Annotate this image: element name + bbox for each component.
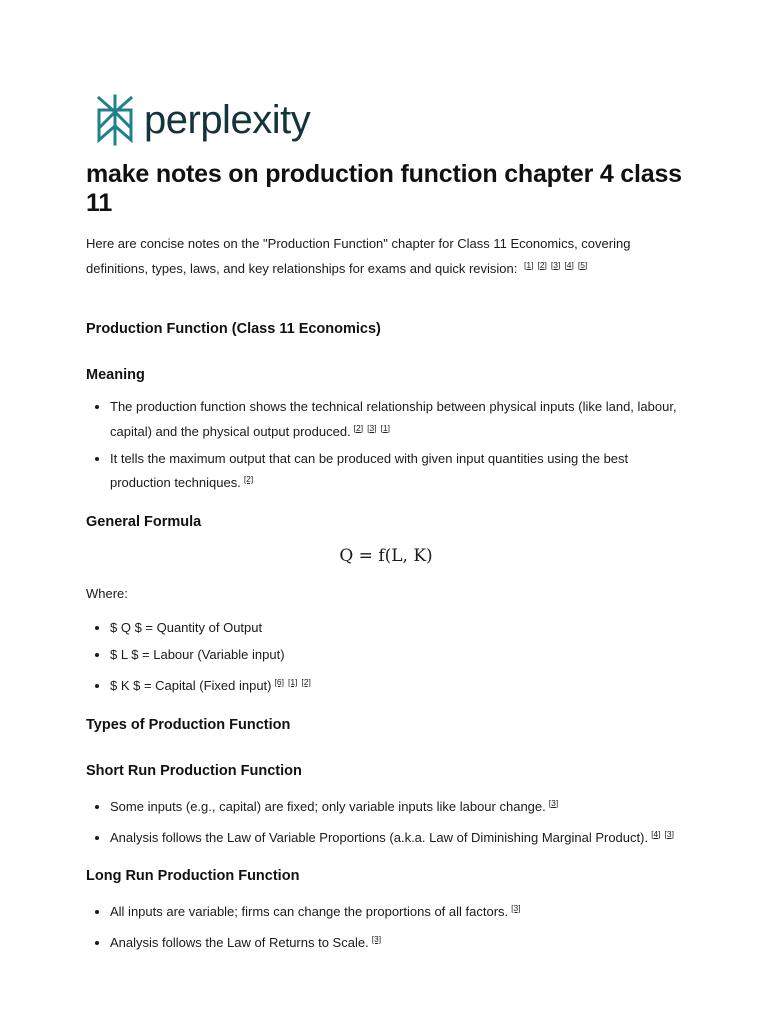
formula-heading: General Formula	[86, 513, 202, 530]
citation-link[interactable]: [2]	[243, 474, 254, 484]
list-item-text: $ L $ = Labour (Variable input)	[110, 647, 285, 662]
citation-link[interactable]: [3]	[664, 828, 674, 839]
list-item-text: The production function shows the technical relationship between physical inputs (like land, labour, capital) and the physical output produced.	[110, 399, 677, 439]
list-item-text: Some inputs (e.g., capital) are fixed; only variable inputs like labour change.	[110, 798, 546, 814]
page-title: make notes on production function chapter 4 class 11	[86, 160, 682, 217]
long-run-list	[86, 898, 686, 954]
citation-link[interactable]: [3]	[371, 934, 382, 944]
formula-expression	[86, 544, 686, 568]
citation-link[interactable]: [4]	[651, 828, 661, 839]
long-run-heading: Long Run Production Function	[86, 868, 300, 884]
list-item	[110, 645, 686, 666]
list-item-text: Analysis follows the Law of Returns to Scale.	[110, 935, 369, 950]
citation-link[interactable]: [3]	[550, 259, 561, 270]
meaning-heading: Meaning	[86, 367, 145, 383]
list-item-text: $ Q $ = Quantity of Output	[110, 620, 263, 635]
list-item	[110, 449, 686, 494]
citation-link[interactable]: [3]	[367, 422, 377, 433]
brand-name: perplexity	[144, 98, 311, 142]
citation-link[interactable]: [3]	[511, 903, 521, 913]
list-item-text: $ K $ = Capital (Fixed input)	[110, 678, 272, 693]
formula-text: Q = f(L, K)	[339, 545, 433, 566]
variables-list	[86, 618, 686, 697]
citation-link[interactable]: [6]	[274, 677, 284, 687]
citation-link[interactable]: [2]	[353, 422, 364, 433]
list-item-text: Analysis follows the Law of Variable Proportions (a.k.a. Law of Diminishing Marginal Product).	[110, 829, 649, 845]
where-label: Where:	[86, 585, 128, 601]
citation-link[interactable]: [1]	[287, 677, 298, 687]
list-item	[110, 397, 686, 442]
meaning-list	[86, 397, 686, 494]
citation-link[interactable]: [2]	[301, 677, 311, 687]
citation-link[interactable]: [5]	[577, 259, 588, 270]
section-title: Production Function (Class 11 Economics)	[86, 321, 381, 337]
intro-paragraph	[86, 234, 686, 279]
answer-content	[86, 160, 686, 954]
citation-link[interactable]: [4]	[564, 259, 574, 270]
list-item	[110, 824, 686, 849]
list-item	[110, 793, 686, 818]
list-item	[110, 672, 686, 697]
perplexity-logo-icon	[94, 94, 136, 146]
short-run-list	[86, 793, 686, 849]
list-item	[110, 898, 686, 923]
intro-text: Here are concise notes on the "Production Function" chapter for Class 11 Economics, covering definitions, types, laws, and key relationships for exams and quick revision:	[86, 236, 631, 276]
list-item	[110, 929, 686, 954]
brand-logo	[94, 94, 310, 146]
list-item-text: All inputs are variable; firms can change the proportions of all factors.	[110, 904, 509, 919]
citation-link[interactable]: [3]	[548, 797, 559, 808]
citation-link[interactable]: [1]	[380, 422, 391, 433]
list-item	[110, 618, 686, 639]
short-run-heading: Short Run Production Function	[86, 762, 302, 779]
citation-link[interactable]: [1]	[524, 259, 534, 270]
types-heading: Types of Production Function	[86, 716, 291, 733]
citation-link[interactable]: [2]	[537, 259, 547, 270]
list-item-text: It tells the maximum output that can be produced with given input quantities using the best production techniques.	[110, 450, 629, 490]
